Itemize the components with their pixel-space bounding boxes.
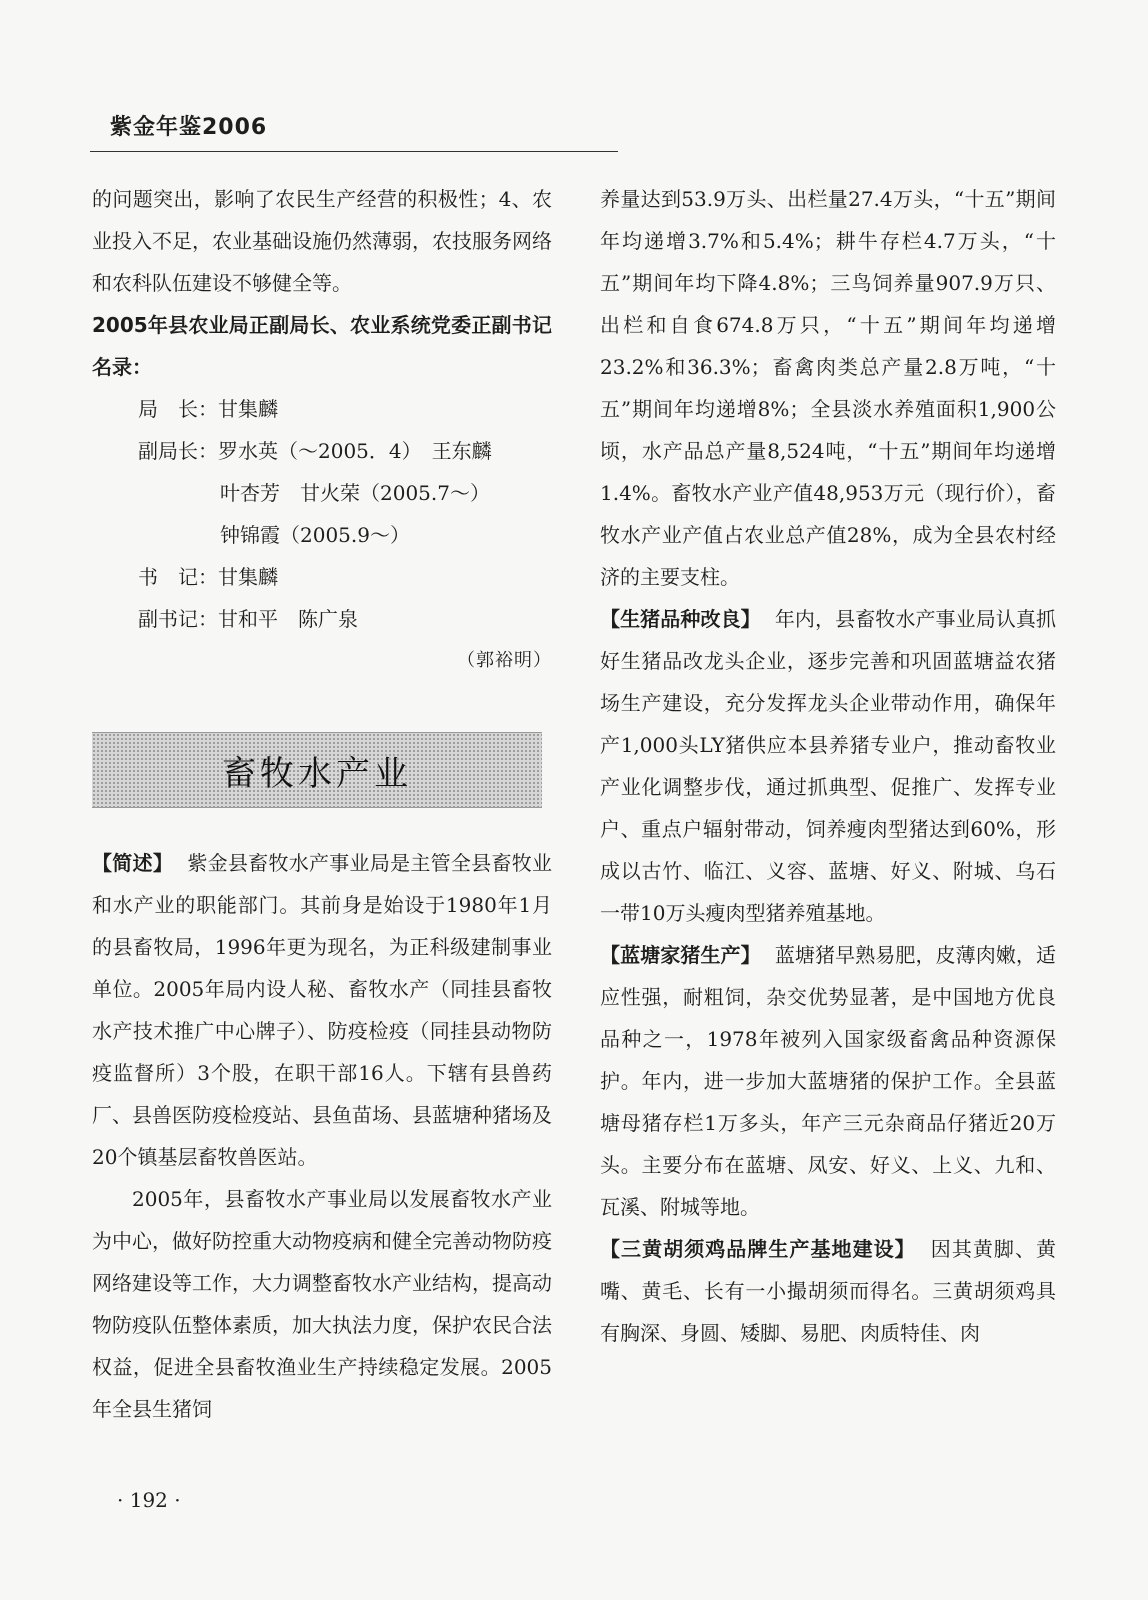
roster-row: 副局长：罗水英（～2005．4） 王东麟 <box>138 439 492 463</box>
roster-list <box>92 388 552 640</box>
paragraph-problems: 的问题突出，影响了农民生产经营的积极性；4、农业投入不足，农业基础设施仍然薄弱，农技服务网络和农科队伍建设不够健全等。 <box>92 187 552 295</box>
right-column <box>600 178 1056 1354</box>
section-chicken-base <box>600 1228 1056 1354</box>
lantang-pig-text: 蓝塘猪早熟易肥，皮薄肉嫩，适应性强，耐粗饲，杂交优势显著，是中国地方优良品种之一，1978年被列入国家级畜禽品种资源保护。年内，进一步加大蓝塘猪的保护工作。全县蓝塘母猪存栏1万多头，年产三元杂商品仔猪近20万头。主要分布在蓝塘、凤安、好义、上义、九和、瓦溪、附城等地。 <box>600 943 1057 1219</box>
section-pig-breed <box>600 598 1056 934</box>
paragraph-stats: 养量达到53.9万头、出栏量27.4万头，“十五”期间年均递增3.7%和5.4%；耕牛存栏4.7万头，“十五”期间年均下降4.8%；三鸟饲养量907.9万只、出栏和自食674.8万只，“十五”期间年均递增23.2%和36.3%；畜禽肉类总产量2.8万吨，“十五”期间年均递增8%；全县淡水养殖面积1,900公顷，水产品总产量8,524吨，“十五”期间年均递增1.4%。畜牧水产业产值48,953万元（现行价），畜牧水产业产值占农业总产值28%，成为全县农村经济的主要支柱。 <box>600 187 1056 589</box>
page-number: · 192 · <box>117 1488 181 1512</box>
author-credit: （郭裕明） <box>457 650 552 671</box>
roster-row: 局 长：甘集麟 <box>138 397 278 421</box>
section-title: 畜牧水产业 <box>222 753 412 794</box>
left-column <box>92 178 552 1430</box>
pig-breed-text: 年内，县畜牧水产事业局认真抓好生猪品改龙头企业，逐步完善和巩固蓝塘益农猪场生产建设，充分发挥龙头企业带动作用，确保年产1,000头LY猪供应本县养猪专业户，推动畜牧业产业化调整步伐，通过抓典型、促推广、发挥专业户、重点户辐射带动，饲养瘦肉型猪达到60%，形成以古竹、临江、义容、蓝塘、好义、附城、乌石一带10万头瘦肉型猪养殖基地。 <box>600 607 1057 925</box>
roster-row: 副书记：甘和平 陈广泉 <box>138 607 358 631</box>
running-header: 紫金年鉴2006 <box>110 115 268 140</box>
pig-breed-tag: 【生猪品种改良】 <box>600 607 761 631</box>
roster-title: 2005年县农业局正副局长、农业系统党委正副书记名录： <box>92 313 552 379</box>
roster-row: 钟锦霞（2005.9～） <box>220 523 410 547</box>
section-banner <box>92 732 542 808</box>
lantang-pig-tag: 【蓝塘家猪生产】 <box>600 943 761 967</box>
paragraph-2005: 2005年，县畜牧水产事业局以发展畜牧水产业为中心，做好防控重大动物疫病和健全完善动物防疫网络建设等工作，大力调整畜牧水产业结构，提高动物防疫队伍整体素质，加大执法力度，保护农民合法权益，促进全县畜牧渔业生产持续稳定发展。2005年全县生猪饲 <box>92 1187 552 1421</box>
section-lantang-pig <box>600 934 1056 1228</box>
chicken-base-text: 因其黄脚、黄嘴、黄毛、长有一小撮胡须而得名。三黄胡须鸡具有胸深、身圆、矮脚、易肥、肉质特佳、肉 <box>600 1237 1057 1345</box>
chicken-base-tag: 【三黄胡须鸡品牌生产基地建设】 <box>600 1237 916 1261</box>
roster-row: 书 记：甘集麟 <box>138 565 278 589</box>
paragraph-intro <box>92 842 552 1178</box>
intro-text: 紫金县畜牧水产事业局是主管全县畜牧业和水产业的职能部门。其前身是始设于1980年1月的县畜牧局，1996年更为现名，为正科级建制事业单位。2005年局内设人秘、畜牧水产（同挂县畜牧水产技术推广中心牌子）、防疫检疫（同挂县动物防疫监督所）3个股，在职干部16人。下辖有县兽药厂、县兽医防疫检疫站、县鱼苗场、县蓝塘种猪场及20个镇基层畜牧兽医站。 <box>92 851 553 1169</box>
header-divider <box>90 151 618 152</box>
roster-row: 叶杏芳 甘火荣（2005.7～） <box>220 481 490 505</box>
intro-tag: 【简述】 <box>92 851 174 875</box>
